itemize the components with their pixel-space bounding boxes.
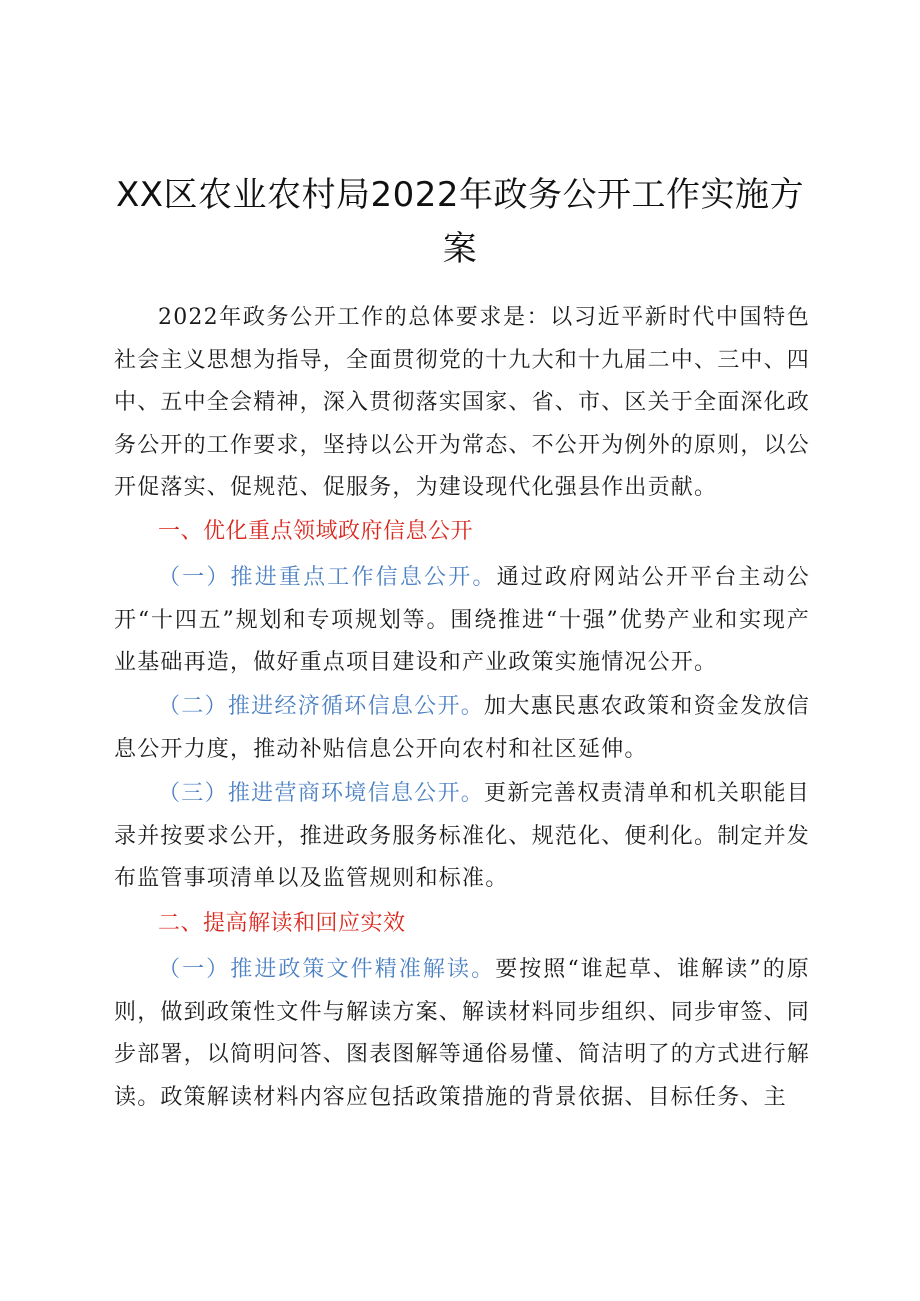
subheading-1-2: （二）推进经济循环信息公开。 bbox=[158, 694, 485, 719]
item-text-1-2: 加大惠民惠农政策和资金发放信息公开力度，推动补贴信息公开向农村和社区延伸。 bbox=[114, 694, 810, 762]
section-1-item-2 bbox=[114, 686, 810, 771]
section-1-item-1 bbox=[114, 557, 810, 685]
section-heading-1: 一、优化重点领域政府信息公开 bbox=[158, 519, 474, 544]
section-1-item-3 bbox=[114, 773, 810, 901]
item-text-1-1: 通过政府网站公开平台主动公开“十四五”规划和专项规划等。围绕推进“十强”优势产业和实现产业基础再造，做好重点项目建设和产业政策实施情况公开。 bbox=[114, 565, 810, 675]
section-2-item-1 bbox=[114, 949, 810, 1119]
document-title: XX区农业农村局2022年政务公开工作实施方案 bbox=[115, 175, 805, 269]
intro-paragraph: 2022年政务公开工作的总体要求是：以习近平新时代中国特色社会主义思想为指导，全面贯彻党的十九大和十九届二中、三中、四中、五中全会精神，深入贯彻落实国家、省、市、区关于全面深化政务公开的工作要求，坚持以公开为常态、不公开为例外的原则，以公开促落实、促规范、促服务，为建设现代化强县作出贡献。 bbox=[114, 305, 811, 500]
subheading-2-1: （一）推进政策文件精准解读。 bbox=[158, 957, 496, 982]
item-text-1-3: 更新完善权责清单和机关职能目录并按要求公开，推进政务服务标准化、规范化、便利化。制定并发布监管事项清单以及监管规则和标准。 bbox=[114, 781, 811, 891]
subheading-1-1: （一）推进重点工作信息公开。 bbox=[158, 565, 497, 590]
subheading-1-3: （三）推进营商环境信息公开。 bbox=[158, 781, 485, 806]
section-heading-2: 二、提高解读和回应实效 bbox=[158, 911, 406, 936]
item-text-2-1: 要按照“谁起草、谁解读”的原则，做到政策性文件与解读方案、解读材料同步组织、同步审签、同步部署，以简明问答、图表图解等通俗易懂、简洁明了的方式进行解读。政策解读材料内容应包括政策措施的背景依据、目标任务、主 bbox=[114, 957, 811, 1110]
